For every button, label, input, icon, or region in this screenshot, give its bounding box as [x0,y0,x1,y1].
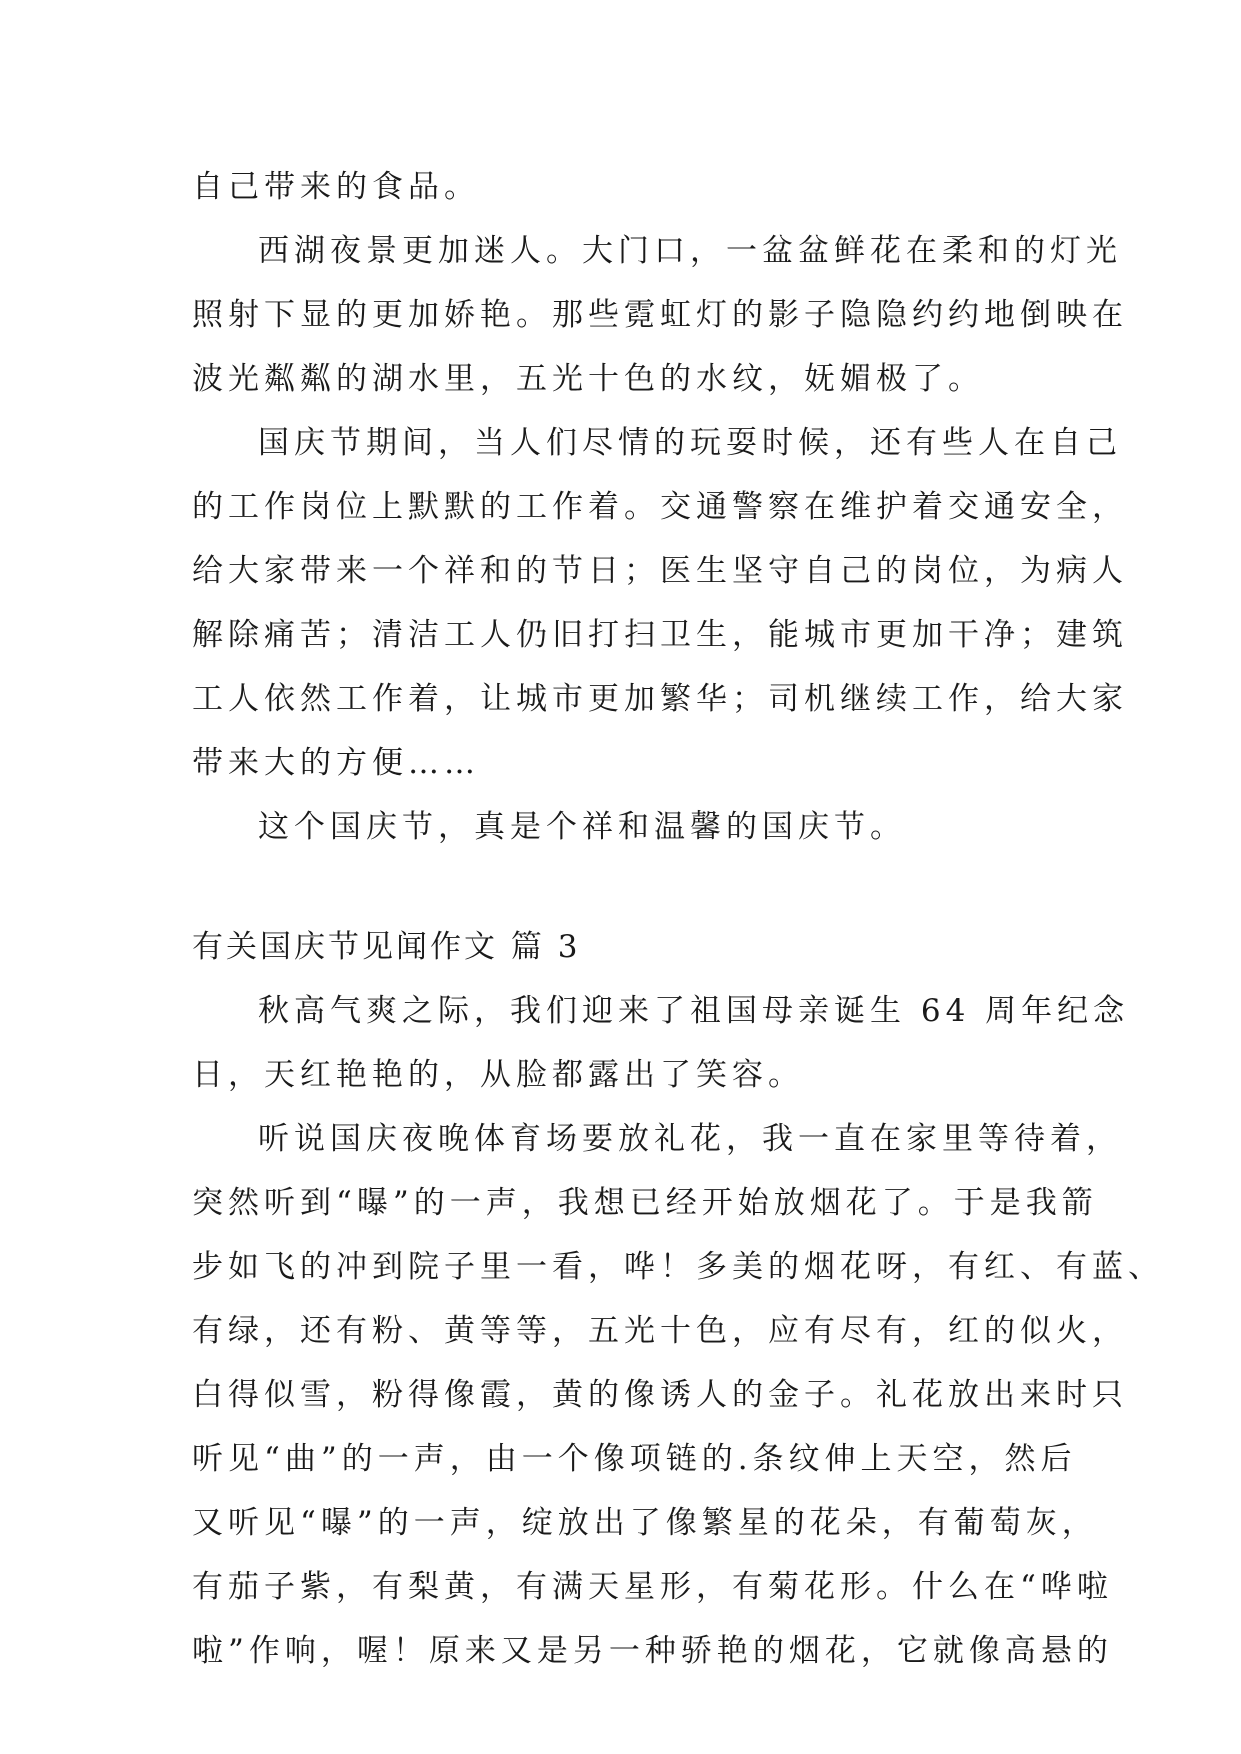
paragraph-line: 秋高气爽之际，我们迎来了祖国母亲诞生 64 周年纪念 [258,993,1130,1029]
paragraph-line: 步如飞的冲到院子里一看，哗！多美的烟花呀，有红、有蓝、 [192,1249,1164,1285]
paragraph-line: 带来大的方便…… [192,745,480,781]
paragraph-line: 听说国庆夜晚体育场要放礼花，我一直在家里等待着， [258,1121,1122,1157]
paragraph-line: 突然听到“曝”的一声，我想已经开始放烟花了。于是我箭 [192,1185,1098,1221]
paragraph-line: 这个国庆节，真是个祥和温馨的国庆节。 [258,809,906,845]
paragraph-line: 西湖夜景更加迷人。大门口，一盆盆鲜花在柔和的灯光 [258,233,1122,269]
paragraph-line: 照射下显的更加娇艳。那些霓虹灯的影子隐隐约约地倒映在 [192,297,1128,333]
paragraph-line: 解除痛苦；清洁工人仍旧打扫卫生，能城市更加干净；建筑 [192,617,1128,653]
paragraph-line: 波光粼粼的湖水里，五光十色的水纹，妩媚极了。 [192,361,984,397]
paragraph-line: 听见“曲”的一声，由一个像项链的.条纹伸上天空，然后 [192,1441,1077,1477]
paragraph-line: 国庆节期间，当人们尽情的玩耍时候，还有些人在自己 [258,425,1122,461]
paragraph-line: 又听见“曝”的一声，绽放出了像繁星的花朵，有葡萄灰， [192,1505,1098,1541]
section-heading: 有关国庆节见闻作文 篇 3 [192,929,581,965]
paragraph-line: 的工作岗位上默默的工作着。交通警察在维护着交通安全， [192,489,1128,525]
paragraph-line: 白得似雪，粉得像霞，黄的像诱人的金子。礼花放出来时只 [192,1377,1128,1413]
paragraph-line: 有绿，还有粉、黄等等，五光十色，应有尽有，红的似火， [192,1313,1128,1349]
paragraph-line: 给大家带来一个祥和的节日；医生坚守自己的岗位，为病人 [192,553,1128,589]
paragraph-line: 日，天红艳艳的，从脸都露出了笑容。 [192,1057,804,1093]
section-gap [192,859,1062,915]
paragraph-line: 有茄子紫，有梨黄，有满天星形，有菊花形。什么在“哗啦 [192,1569,1113,1605]
paragraph-line: 啦”作响，喔！原来又是另一种骄艳的烟花，它就像高悬的 [192,1633,1113,1669]
paragraph-line: 自己带来的食品。 [192,169,480,205]
paragraph-line: 工人依然工作着，让城市更加繁华；司机继续工作，给大家 [192,681,1128,717]
document-page [192,155,1164,1683]
